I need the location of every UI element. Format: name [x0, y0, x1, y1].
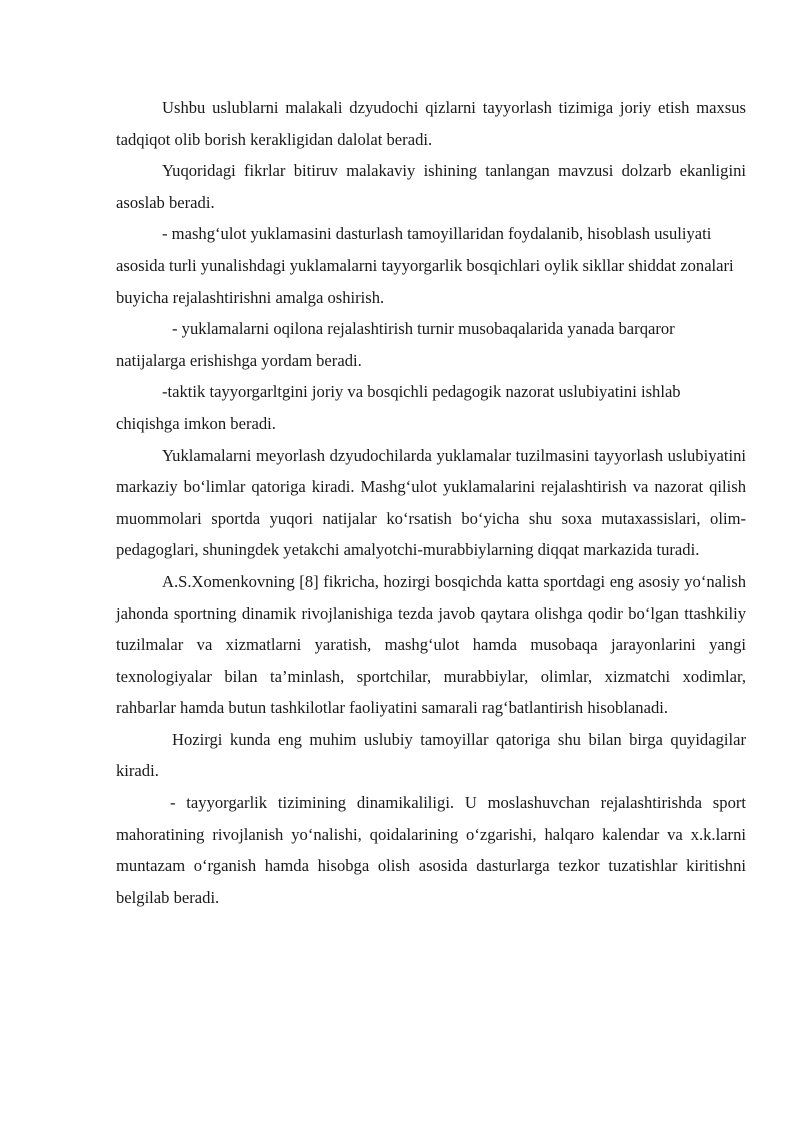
paragraph-item-programming: - mashg‘ulot yuklamasini dasturlash tamoyillaridan foydalanib, hisoblash usuliyati asosida turli yunalishdagi yuklamalarni tayyorgarlik bosqichlari oylik sikllar shiddat zonalari buyicha rejalashtirishni amalga oshirish.	[116, 224, 734, 307]
paragraph-xomenkov: A.S.Xomenkovning [8] fikricha, hozirgi bosqichda katta sportdagi eng asosiy yo‘nalish jahonda sportning dinamik rivojlanishiga tezda javob qaytara olishga qodir bo‘lgan ttashkiliy tuzilmalar va xizmatlarni yaratish, mashg‘ulot hamda musobaqa jarayonlarini yangi texnologiyalar bilan ta’minlash, sportchilar, murabbiylar, olimlar, xizmatchi xodimlar, rahbarlar hamda butun tashkilotlar faoliyatini samarali rag‘batlantirish hisoblanadi.	[116, 571, 746, 718]
paragraph-item-dynamics: - tayyorgarlik tizimining dinamikaliligi. U moslashuvchan rejalashtirishda sport mahoratining rivojlanish yo‘nalishi, qoidalarining o‘zgarishi, halqaro kalendar va x.k.larni muntazam o‘rganish hamda hisobga olish asosida dasturlarga tezkor tuzatishlar kiritishni belgilab beradi.	[116, 793, 746, 907]
paragraph-load-norming: Yuklamalarni meyorlash dzyudochilarda yuklamalar tuzilmasini tayyorlash uslubiyatini markaziy bo‘limlar qatoriga kiradi. Mashg‘ulot yuklamalarini rejalashtirish va nazorat qilish muommolari sportda yuqori natijalar ko‘rsatish bo‘yicha shu soxa mutaxassislari, olim-pedagoglari, shuningdek yetakchi amalyotchi-murabbiylarning diqqat markazida turadi.	[116, 445, 746, 560]
paragraph-relevance: Yuqoridagi fikrlar bitiruv malakaviy ishining tanlangan mavzusi dolzarb ekanligini asoslab beradi.	[116, 161, 746, 212]
paragraph-item-planning: - yuklamalarni oqilona rejalashtirish turnir musobaqalarida yanada barqaror natijalarga erishishga yordam beradi.	[116, 319, 675, 370]
paragraph-intro: Ushbu uslublarni malakali dzyudochi qizlarni tayyorlash tizimiga joriy etish maxsus tadqiqot olib borish kerakligidan dalolat beradi.	[116, 98, 746, 149]
paragraph-item-tactical: -taktik tayyorgarltgini joriy va bosqichli pedagogik nazorat uslubiyatini ishlab chiqishga imkon beradi.	[116, 382, 681, 433]
body-text	[116, 92, 746, 913]
paragraph-principles: Hozirgi kunda eng muhim uslubiy tamoyillar qatoriga shu bilan birga quyidagilar kiradi.	[116, 729, 746, 781]
